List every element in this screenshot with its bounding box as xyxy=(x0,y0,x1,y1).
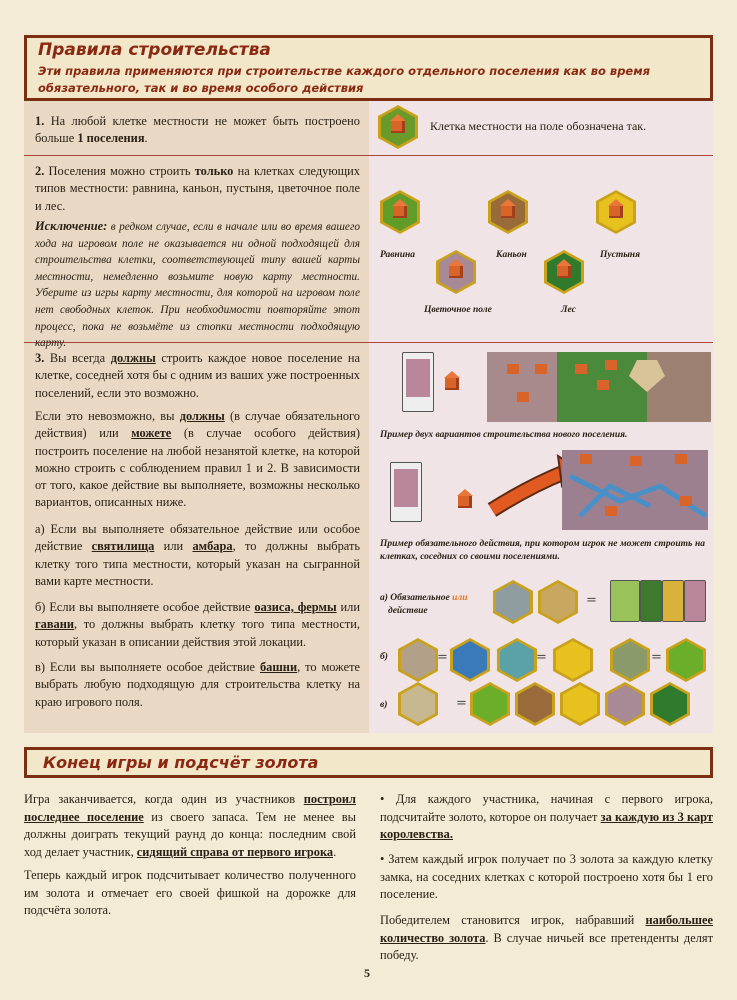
rule-3-para-a: а) Если вы выполняете обязательное действие или особое действие святилища или амбара, то должны выбрать клетку того типа местности, который указан на сыгранной вами карте местности. xyxy=(35,522,361,588)
rule-2-text: 2. Поселения можно строить только на клетках следующих типов местности: равнина, каньон, пустыня, цветочное поле и лес. xyxy=(35,164,361,213)
rule-1-caption: Клетка местности на поле обозначена так. xyxy=(430,119,647,133)
rules-subtitle-2: обязательного, так и во время особого действия xyxy=(38,81,364,95)
row-a-label: а) Обязательное или действие xyxy=(380,593,468,616)
rules-subtitle-1: Эти правила применяются при строительстве каждого отдельного поселения как во время xyxy=(38,64,651,78)
settlement-piece-icon xyxy=(440,368,464,394)
endgame-right-para-2: • Затем каждый игрок получает по 3 золота за каждую клетку замка, на соседних клетках с которой построено хотя бы 1 его поселение. xyxy=(380,852,713,902)
terrain-label-forest: Лес xyxy=(561,305,576,315)
rule-1-text: 1. На любой клетке местности не может быть построено больше 1 поселения. xyxy=(35,114,360,146)
example-caption-2: Пример обязательного действия, при котором игрок не может строить на клетках, соседних со своими поселениями. xyxy=(380,539,705,562)
terrain-label-desert: Пустыня xyxy=(600,250,640,260)
settlement-piece-icon-2 xyxy=(453,486,477,512)
row-b-label: б) xyxy=(380,652,388,662)
rules-banner xyxy=(24,35,713,101)
terrain-card-icon-1 xyxy=(610,580,640,622)
equals-sign-c: = xyxy=(456,696,467,711)
row-c-label: в) xyxy=(380,700,388,710)
endgame-left-para-2: Теперь каждый игрок подсчитывает количество полученного им золота и отмечает его своей фишкой на дорожке для подсчёта золота. xyxy=(24,868,356,918)
endgame-banner xyxy=(24,747,713,778)
example-caption-1: Пример двух вариантов строительства нового поселения. xyxy=(380,430,628,440)
rule-3-para-c: в) Если вы выполняете особое действие башни, то можете выбрать любую подходящую для строительства клетку на краю игрового поля. xyxy=(35,660,360,709)
endgame-right-para-1: • Для каждого участника, начиная с первого игрока, подсчитайте золото, которое он получает за каждую из 3 карт королевства. xyxy=(380,792,713,842)
terrain-label-plains: Равнина xyxy=(380,250,416,260)
example-board-image-2 xyxy=(480,446,708,532)
flower-terrain-card-image-2 xyxy=(390,462,422,522)
terrain-label-canyon: Каньон xyxy=(496,250,527,260)
rules-title: Правила строительства xyxy=(38,40,271,60)
equals-sign-a: = xyxy=(586,593,597,608)
terrain-card-icon-3 xyxy=(662,580,684,622)
rule-2-exception: Исключение: в редком случае, если в начале или во время вашего хода на игровом поле не оказывается ни одной подходящей для строительства клетки, соответствующей типу вашей карты местности, немедленно возьмите новую карту местности. Уберите из игры карту местности, для которой на игровом поле нет свободных клеток. При необходимости повторяйте этот процесс, пока не возьмёте из стопки местности подходящую карту. xyxy=(35,219,360,350)
endgame-right-para-3: Победителем становится игрок, набравший наибольшее количество золота. В случае ничьей все претенденты делят победу. xyxy=(380,913,713,963)
flower-terrain-card-image xyxy=(402,352,434,412)
terrain-card-icon-2 xyxy=(640,580,662,622)
terrain-card-icon-4 xyxy=(684,580,706,622)
rule-3-para-2: Если это невозможно, вы должны (в случае обязательного действия) или можете (в случае особого действия) построить поселение на любой незанятой клетке, на которой можно строить с соблюдением правил 1 и 2. В зависимости от того, какое действие вы выполняете, возможны несколько вариантов, описанных ниже. xyxy=(35,409,360,510)
example-board-image-1 xyxy=(487,352,711,422)
equals-sign-b2: = xyxy=(536,650,547,665)
endgame-title: Конец игры и подсчёт золота xyxy=(43,753,319,772)
rule-3-para-1: 3. Вы всегда должны строить каждое новое поселение на клетке, соседней хотя бы с одним из ваших уже построенных поселений, если это возможно. xyxy=(35,351,360,400)
equals-sign-b3: = xyxy=(651,650,662,665)
endgame-left-para-1: Игра заканчивается, когда один из участников построил последнее поселение из своего запаса. Тем не менее вы должны доиграть текущий раунд до конца: последним свой ход делает участник, сидящий справа от первого игрока. xyxy=(24,792,356,859)
rule-3-para-b: б) Если вы выполняете особое действие оазиса, фермы или гавани, то должны выбрать клетку того типа местности, который указан в описании действия этой локации. xyxy=(35,600,360,649)
rule-separator-1 xyxy=(24,155,713,156)
page-number: 5 xyxy=(364,966,370,980)
equals-sign-b1: = xyxy=(437,650,448,665)
terrain-label-flower-field: Цветочное поле xyxy=(424,305,492,315)
